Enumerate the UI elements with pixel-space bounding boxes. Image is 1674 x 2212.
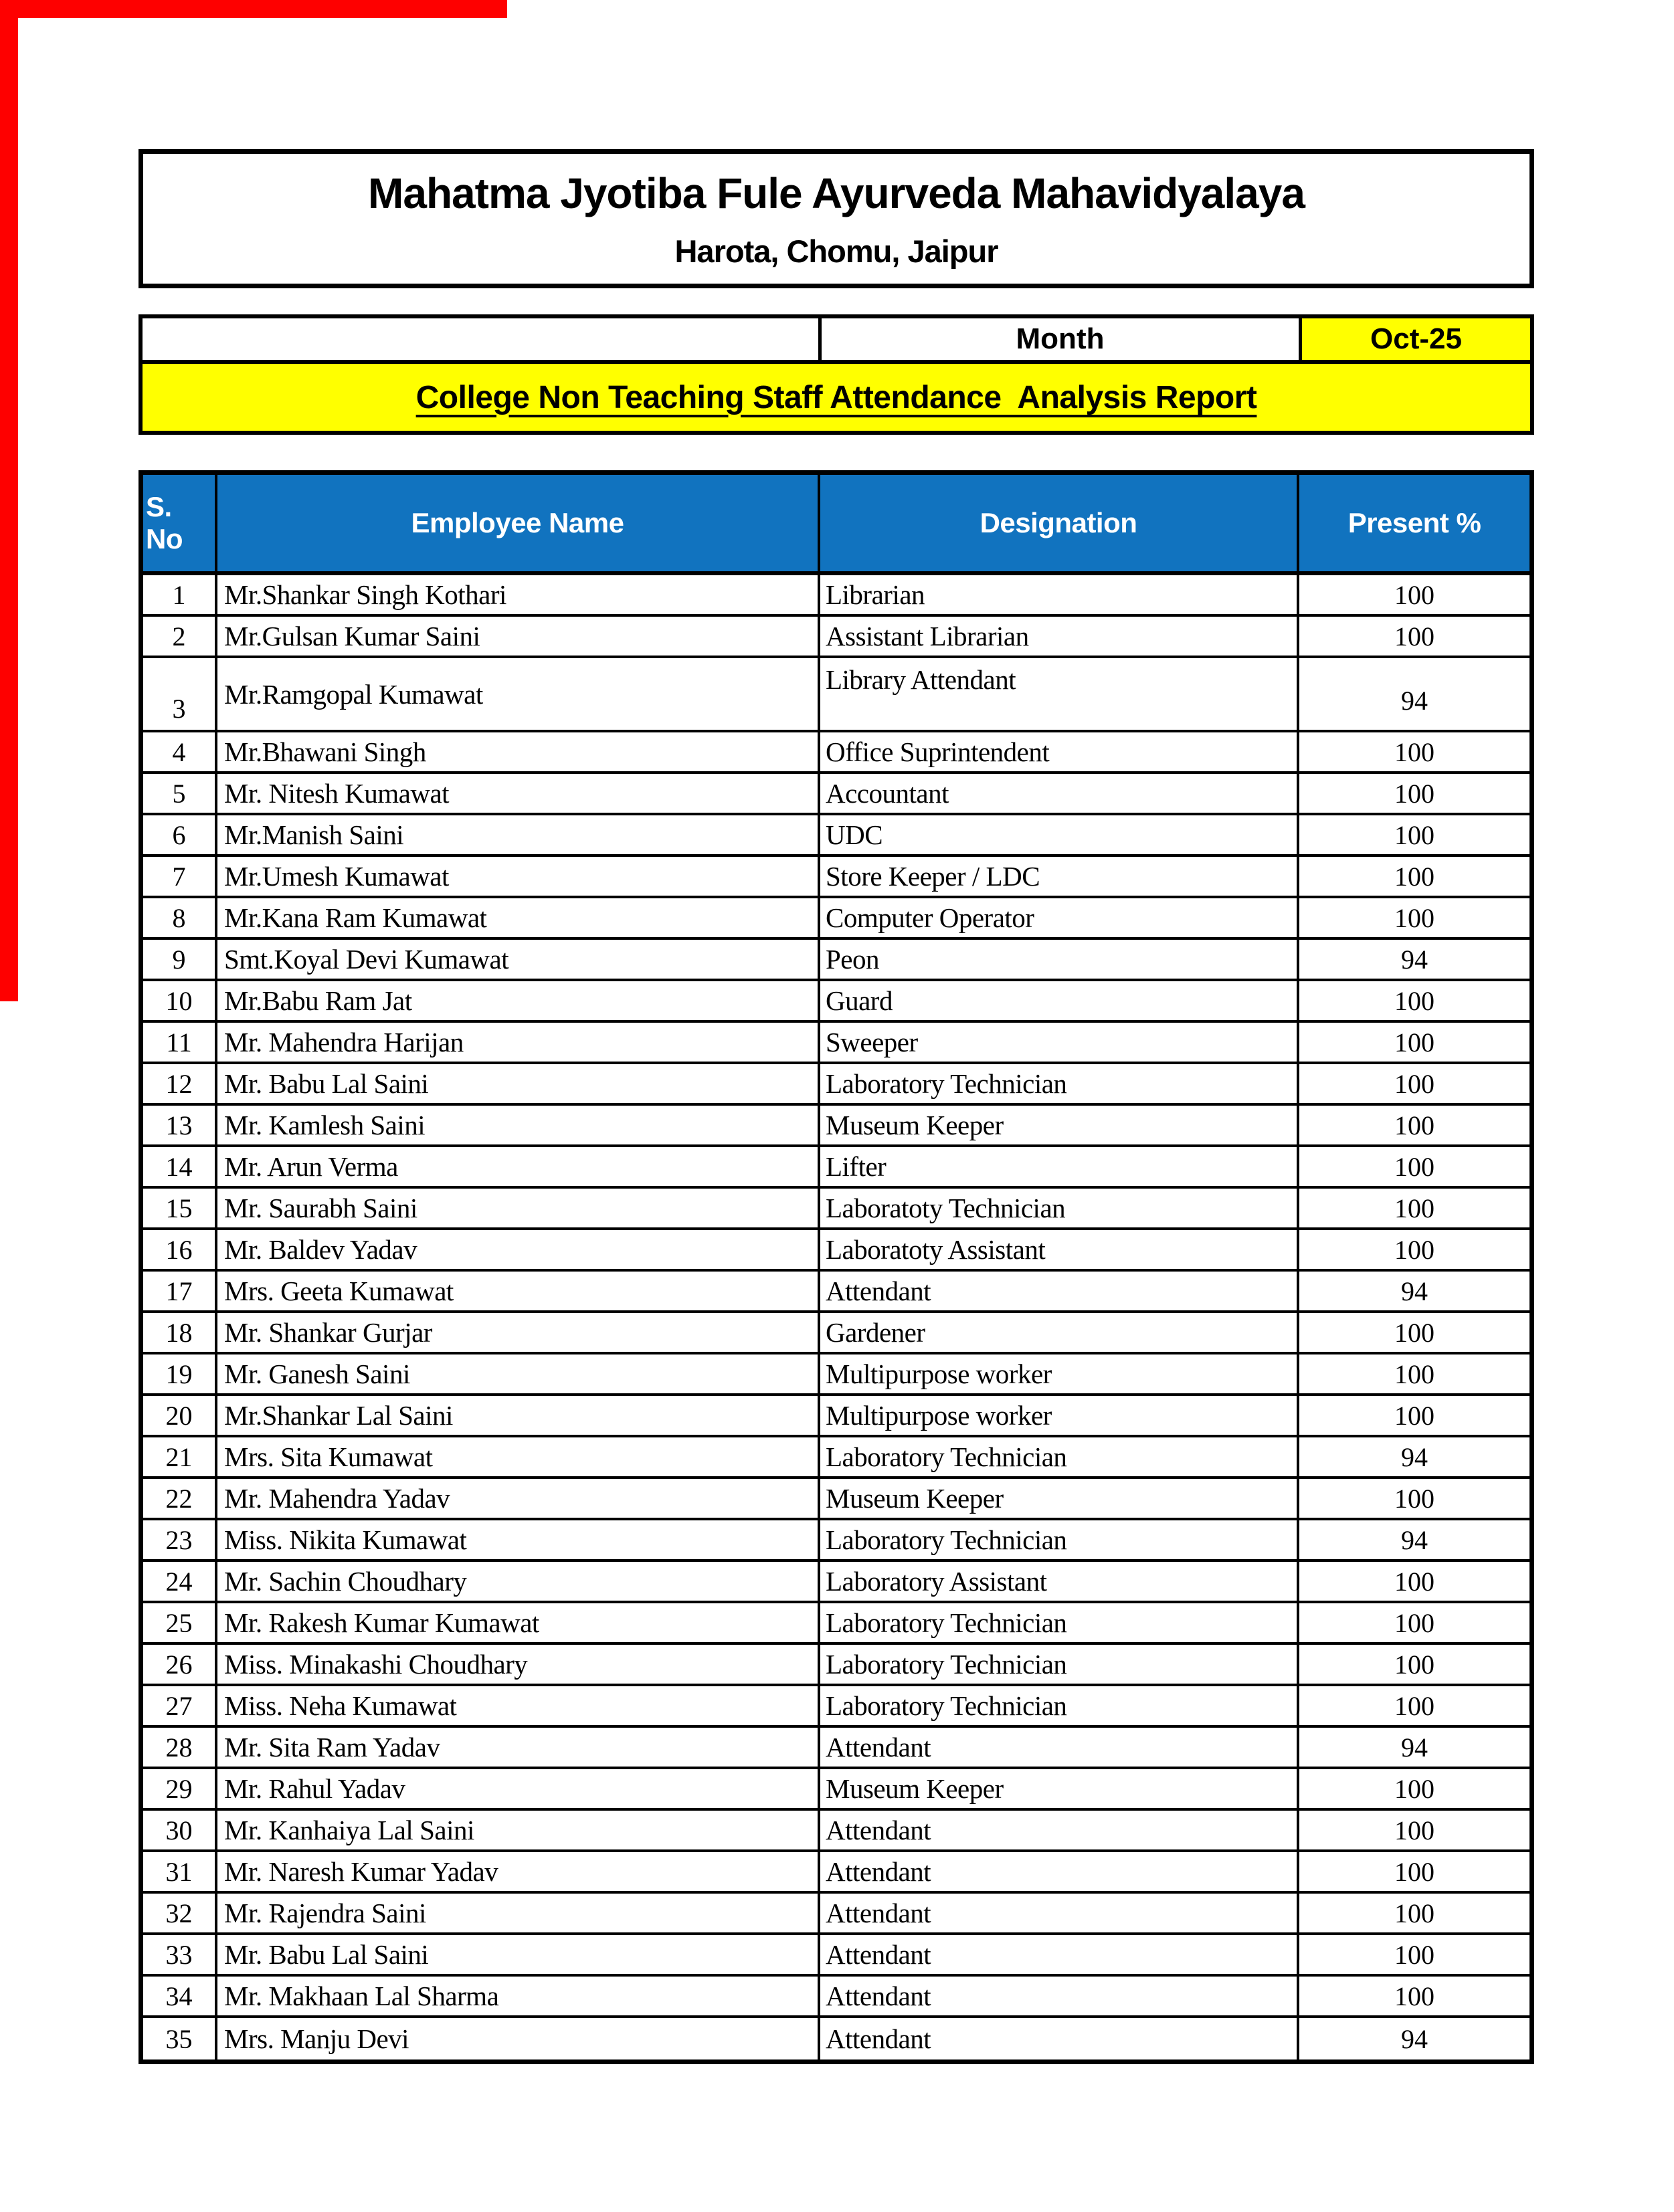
cell-sno: 26 [143, 1645, 217, 1684]
table-row [143, 1769, 1529, 1811]
table-row [143, 1354, 1529, 1396]
cell-present: 100 [1394, 1981, 1434, 2011]
cell-employee-name: Mr.Manish Saini [217, 815, 820, 854]
cell-present: 100 [1394, 1856, 1434, 1887]
cell-sno: 30 [143, 1811, 217, 1849]
cell-employee-name: Mr.Shankar Singh Kothari [217, 575, 820, 614]
cell-sno: 21 [143, 1437, 217, 1476]
cell-present: 100 [1394, 1898, 1434, 1928]
red-edge-bar-top [0, 0, 507, 18]
cell-designation: Attendant [820, 1728, 1299, 1767]
table-row [143, 774, 1529, 815]
cell-designation: Museum Keeper [820, 1106, 1299, 1144]
cell-designation: Attendant [820, 1935, 1299, 1974]
table-row [143, 1396, 1529, 1437]
cell-sno: 13 [143, 1106, 217, 1144]
cell-present: 94 [1401, 1276, 1428, 1306]
cell-sno: 23 [143, 1520, 217, 1559]
cell-present: 94 [1401, 1732, 1428, 1763]
header-cell-designation: Designation [820, 475, 1299, 571]
cell-designation: Attendant [820, 1977, 1299, 2015]
cell-designation: Attendant [820, 1894, 1299, 1932]
cell-designation: Gardener [820, 1313, 1299, 1352]
cell-present: 100 [1394, 1400, 1434, 1431]
cell-designation: Laboratory Technician [820, 1520, 1299, 1559]
cell-employee-name: Mr. Ganesh Saini [217, 1354, 820, 1393]
cell-employee-name: Mr. Saurabh Saini [217, 1189, 820, 1227]
table-row [143, 1023, 1529, 1064]
cell-present: 100 [1394, 1234, 1434, 1265]
month-label-cell: Month [822, 318, 1302, 360]
cell-employee-name: Miss. Nikita Kumawat [217, 1520, 820, 1559]
table-row [143, 1230, 1529, 1272]
table-row [143, 1147, 1529, 1189]
cell-designation: Multipurpose worker [820, 1396, 1299, 1435]
table-row [143, 940, 1529, 981]
cell-employee-name: Mr.Umesh Kumawat [217, 857, 820, 896]
cell-present: 100 [1394, 1193, 1434, 1223]
cell-employee-name: Mr. Babu Lal Saini [217, 1064, 820, 1103]
table-row [143, 1852, 1529, 1894]
red-edge-bar-left [0, 0, 18, 1001]
cell-employee-name: Mr. Shankar Gurjar [217, 1313, 820, 1352]
table-row [143, 1645, 1529, 1686]
cell-designation: Guard [820, 981, 1299, 1020]
cell-present: 100 [1394, 736, 1434, 767]
title-box [138, 149, 1534, 288]
cell-present: 100 [1394, 1110, 1434, 1140]
cell-sno: 28 [143, 1728, 217, 1767]
cell-employee-name: Mr. Rahul Yadav [217, 1769, 820, 1808]
table-row [143, 1811, 1529, 1852]
cell-employee-name: Mr. Makhaan Lal Sharma [217, 1977, 820, 2015]
cell-designation: Office Suprintendent [820, 732, 1299, 771]
cell-present: 100 [1394, 1607, 1434, 1638]
cell-employee-name: Mr. Kamlesh Saini [217, 1106, 820, 1144]
cell-sno: 20 [143, 1396, 217, 1435]
table-row [143, 1562, 1529, 1603]
cell-designation: Laboratory Technician [820, 1603, 1299, 1642]
cell-present: 100 [1394, 1773, 1434, 1804]
cell-employee-name: Mr. Babu Lal Saini [217, 1935, 820, 1974]
cell-sno: 19 [143, 1354, 217, 1393]
table-row [143, 732, 1529, 774]
cell-designation: Laboratory Assistant [820, 1562, 1299, 1601]
cell-sno: 2 [143, 617, 217, 656]
cell-employee-name: Mr. Sachin Choudhary [217, 1562, 820, 1601]
cell-designation: Laboratory Technician [820, 1064, 1299, 1103]
cell-designation: Accountant [820, 774, 1299, 813]
cell-employee-name: Mr. Baldev Yadav [217, 1230, 820, 1269]
cell-designation: Museum Keeper [820, 1769, 1299, 1808]
table-row [143, 1313, 1529, 1354]
cell-designation: Store Keeper / LDC [820, 857, 1299, 896]
cell-present: 94 [1401, 1524, 1428, 1555]
cell-sno: 17 [143, 1272, 217, 1310]
month-value-cell: Oct-25 [1302, 318, 1530, 360]
cell-employee-name: Mr. Sita Ram Yadav [217, 1728, 820, 1767]
cell-present: 100 [1394, 1483, 1434, 1514]
table-row [143, 1064, 1529, 1106]
table-row [143, 1977, 1529, 2018]
cell-designation: Attendant [820, 2018, 1299, 2059]
cell-sno: 31 [143, 1852, 217, 1891]
table-row [143, 1272, 1529, 1313]
month-row [138, 314, 1534, 360]
cell-designation: Laboratory Technician [820, 1645, 1299, 1684]
cell-employee-name: Mr.Bhawani Singh [217, 732, 820, 771]
cell-sno: 11 [143, 1023, 217, 1062]
cell-employee-name: Mrs. Geeta Kumawat [217, 1272, 820, 1310]
cell-designation: Multipurpose worker [820, 1354, 1299, 1393]
cell-sno: 6 [143, 815, 217, 854]
table-row [143, 815, 1529, 857]
college-address: Harota, Chomu, Jaipur [674, 233, 998, 269]
cell-designation: Librarian [820, 575, 1299, 614]
cell-present: 100 [1394, 1566, 1434, 1597]
college-name: Mahatma Jyotiba Fule Ayurveda Mahavidyalaya [368, 169, 1305, 217]
table-header-row [143, 475, 1529, 575]
cell-sno: 24 [143, 1562, 217, 1601]
table-row [143, 1189, 1529, 1230]
cell-sno: 3 [143, 658, 217, 730]
cell-employee-name: Mr. Nitesh Kumawat [217, 774, 820, 813]
cell-employee-name: Miss. Neha Kumawat [217, 1686, 820, 1725]
cell-designation: Museum Keeper [820, 1479, 1299, 1518]
cell-sno: 7 [143, 857, 217, 896]
cell-designation: Laboratoty Technician [820, 1189, 1299, 1227]
cell-present: 100 [1394, 819, 1434, 850]
header-cell-present: Present % [1347, 507, 1481, 538]
table-row [143, 981, 1529, 1023]
cell-designation: Lifter [820, 1147, 1299, 1186]
table-row [143, 658, 1529, 732]
table-row [143, 2018, 1529, 2059]
table-row [143, 1894, 1529, 1935]
table-row [143, 857, 1529, 898]
cell-employee-name: Mr. Arun Verma [217, 1147, 820, 1186]
cell-present: 100 [1394, 1939, 1434, 1970]
cell-designation: Assistant Librarian [820, 617, 1299, 656]
cell-present: 94 [1401, 686, 1428, 716]
cell-sno: 34 [143, 1977, 217, 2015]
cell-sno: 33 [143, 1935, 217, 1974]
staff-attendance-table [138, 470, 1534, 2064]
cell-present: 94 [1401, 2023, 1428, 2054]
cell-present: 100 [1394, 778, 1434, 809]
table-row [143, 898, 1529, 940]
cell-sno: 16 [143, 1230, 217, 1269]
month-empty-cell [143, 318, 822, 360]
cell-present: 100 [1394, 621, 1434, 651]
cell-sno: 35 [143, 2018, 217, 2059]
cell-sno: 18 [143, 1313, 217, 1352]
cell-designation: Attendant [820, 1852, 1299, 1891]
cell-present: 100 [1394, 1317, 1434, 1348]
table-row [143, 1935, 1529, 1977]
cell-present: 94 [1401, 1441, 1428, 1472]
table-row [143, 1686, 1529, 1728]
table-row [143, 575, 1529, 617]
cell-employee-name: Mr.Babu Ram Jat [217, 981, 820, 1020]
cell-present: 100 [1394, 902, 1434, 933]
cell-present: 100 [1394, 579, 1434, 610]
table-row [143, 1437, 1529, 1479]
table-body [143, 575, 1529, 2059]
cell-designation: Computer Operator [820, 898, 1299, 937]
cell-employee-name: Mr.Kana Ram Kumawat [217, 898, 820, 937]
cell-sno: 14 [143, 1147, 217, 1186]
cell-designation: Laboratory Technician [820, 1686, 1299, 1725]
cell-employee-name: Mr.Gulsan Kumar Saini [217, 617, 820, 656]
cell-employee-name: Mr. Naresh Kumar Yadav [217, 1852, 820, 1891]
cell-designation: Sweeper [820, 1023, 1299, 1062]
cell-sno: 1 [143, 575, 217, 614]
cell-employee-name: Mr. Mahendra Yadav [217, 1479, 820, 1518]
report-title-banner [138, 360, 1534, 435]
table-row [143, 1603, 1529, 1645]
cell-sno: 27 [143, 1686, 217, 1725]
cell-designation: Peon [820, 940, 1299, 979]
cell-designation: Attendant [820, 1272, 1299, 1310]
cell-present: 100 [1394, 1649, 1434, 1680]
cell-present: 100 [1394, 1690, 1434, 1721]
cell-employee-name: Mr.Ramgopal Kumawat [217, 658, 820, 730]
cell-employee-name: Mr. Mahendra Harijan [217, 1023, 820, 1062]
cell-present: 94 [1401, 944, 1428, 975]
cell-present: 100 [1394, 1359, 1434, 1389]
cell-employee-name: Mr. Kanhaiya Lal Saini [217, 1811, 820, 1849]
cell-sno: 9 [143, 940, 217, 979]
cell-employee-name: Smt.Koyal Devi Kumawat [217, 940, 820, 979]
cell-employee-name: Mr. Rakesh Kumar Kumawat [217, 1603, 820, 1642]
cell-present: 100 [1394, 1027, 1434, 1058]
cell-sno: 32 [143, 1894, 217, 1932]
table-row [143, 1520, 1529, 1562]
cell-employee-name: Miss. Minakashi Choudhary [217, 1645, 820, 1684]
cell-employee-name: Mr. Rajendra Saini [217, 1894, 820, 1932]
cell-sno: 12 [143, 1064, 217, 1103]
table-row [143, 1479, 1529, 1520]
table-row [143, 1728, 1529, 1769]
table-row [143, 617, 1529, 658]
cell-present: 100 [1394, 985, 1434, 1016]
cell-present: 100 [1394, 1151, 1434, 1182]
report-title-text: College Non Teaching Staff Attendance Analysis Report [415, 379, 1257, 415]
header-cell-sno: S. No [143, 475, 217, 571]
cell-present: 100 [1394, 861, 1434, 892]
cell-designation: Laboratory Technician [820, 1437, 1299, 1476]
table-row [143, 1106, 1529, 1147]
cell-present: 100 [1394, 1068, 1434, 1099]
cell-sno: 15 [143, 1189, 217, 1227]
cell-designation: Laboratoty Assistant [820, 1230, 1299, 1269]
cell-sno: 22 [143, 1479, 217, 1518]
cell-sno: 29 [143, 1769, 217, 1808]
cell-designation: Attendant [820, 1811, 1299, 1849]
cell-sno: 8 [143, 898, 217, 937]
cell-employee-name: Mr.Shankar Lal Saini [217, 1396, 820, 1435]
cell-sno: 10 [143, 981, 217, 1020]
cell-sno: 25 [143, 1603, 217, 1642]
header-cell-employee-name: Employee Name [217, 475, 820, 571]
cell-sno: 4 [143, 732, 217, 771]
cell-designation: Library Attendant [820, 658, 1299, 730]
cell-designation: UDC [820, 815, 1299, 854]
cell-present: 100 [1394, 1815, 1434, 1845]
cell-sno: 5 [143, 774, 217, 813]
cell-employee-name: Mrs. Sita Kumawat [217, 1437, 820, 1476]
cell-employee-name: Mrs. Manju Devi [217, 2018, 820, 2059]
